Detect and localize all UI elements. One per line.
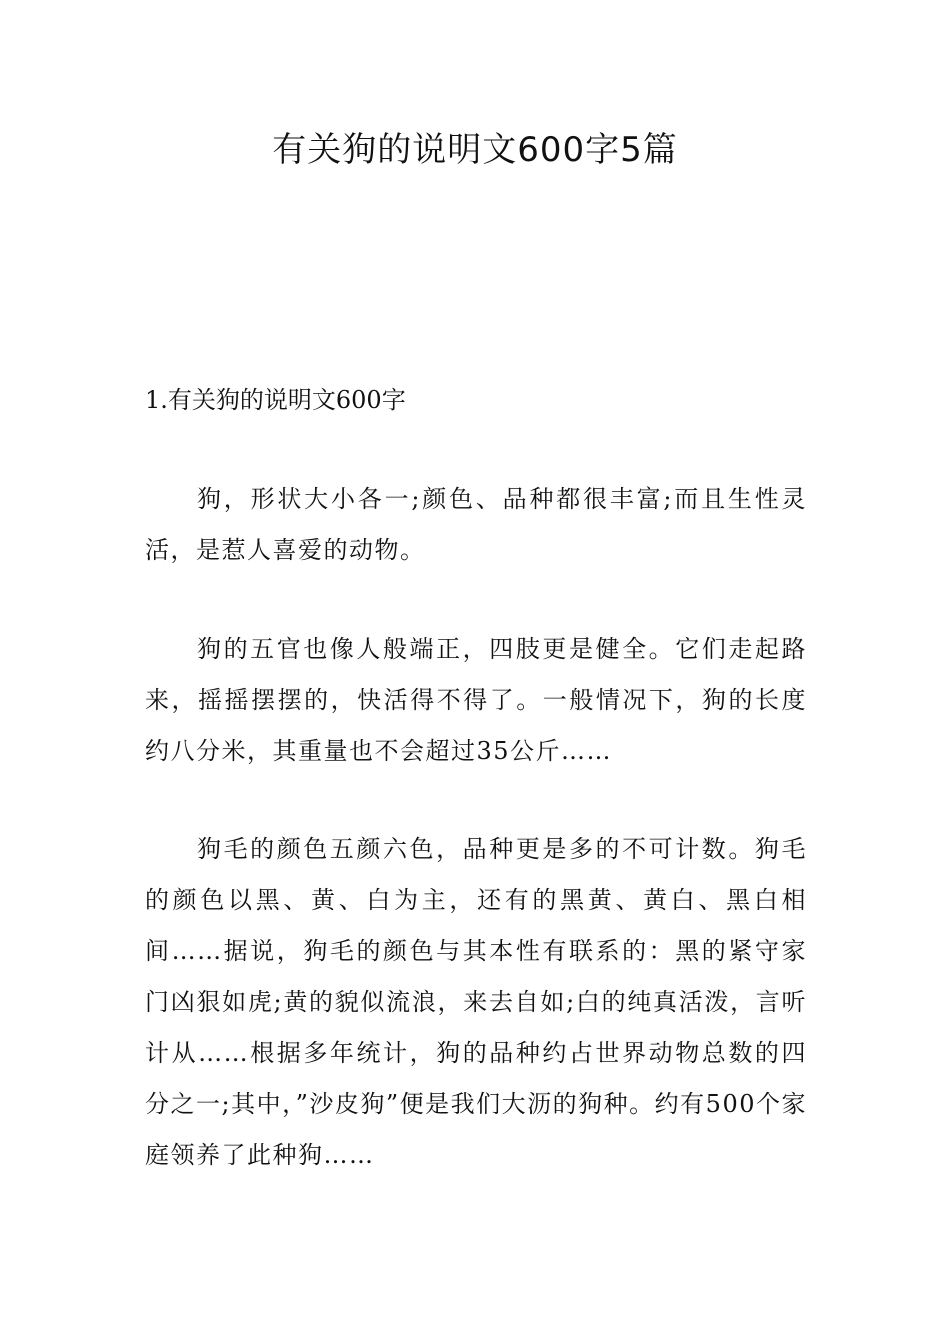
paragraph-2: 狗的五官也像人般端正，四肢更是健全。它们走起路来，摇摇摆摆的，快活得不得了。一般情况下，狗的长度约八分米，其重量也不会超过35公斤……: [145, 635, 807, 765]
paragraph-3: 狗毛的颜色五颜六色，品种更是多的不可计数。狗毛的颜色以黑、黄、白为主，还有的黑黄、黄白、黑白相间……据说，狗毛的颜色与其本性有联系的：黑的紧守家门凶狠如虎;黄的貌似流浪，来去自如;白的纯真活泼，言听计从……根据多年统计，狗的品种约占世界动物总数的四分之一;其中，”沙皮狗”便是我们大沥的狗种。约有500个家庭领养了此种狗……: [145, 835, 807, 1169]
document-title: 有关狗的说明文600字5篇: [272, 130, 678, 170]
paragraph-1: 狗，形状大小各一;颜色、品种都很丰富;而且生性灵活，是惹人喜爱的动物。: [145, 485, 807, 564]
section-heading: 1.有关狗的说明文600字: [145, 386, 406, 414]
